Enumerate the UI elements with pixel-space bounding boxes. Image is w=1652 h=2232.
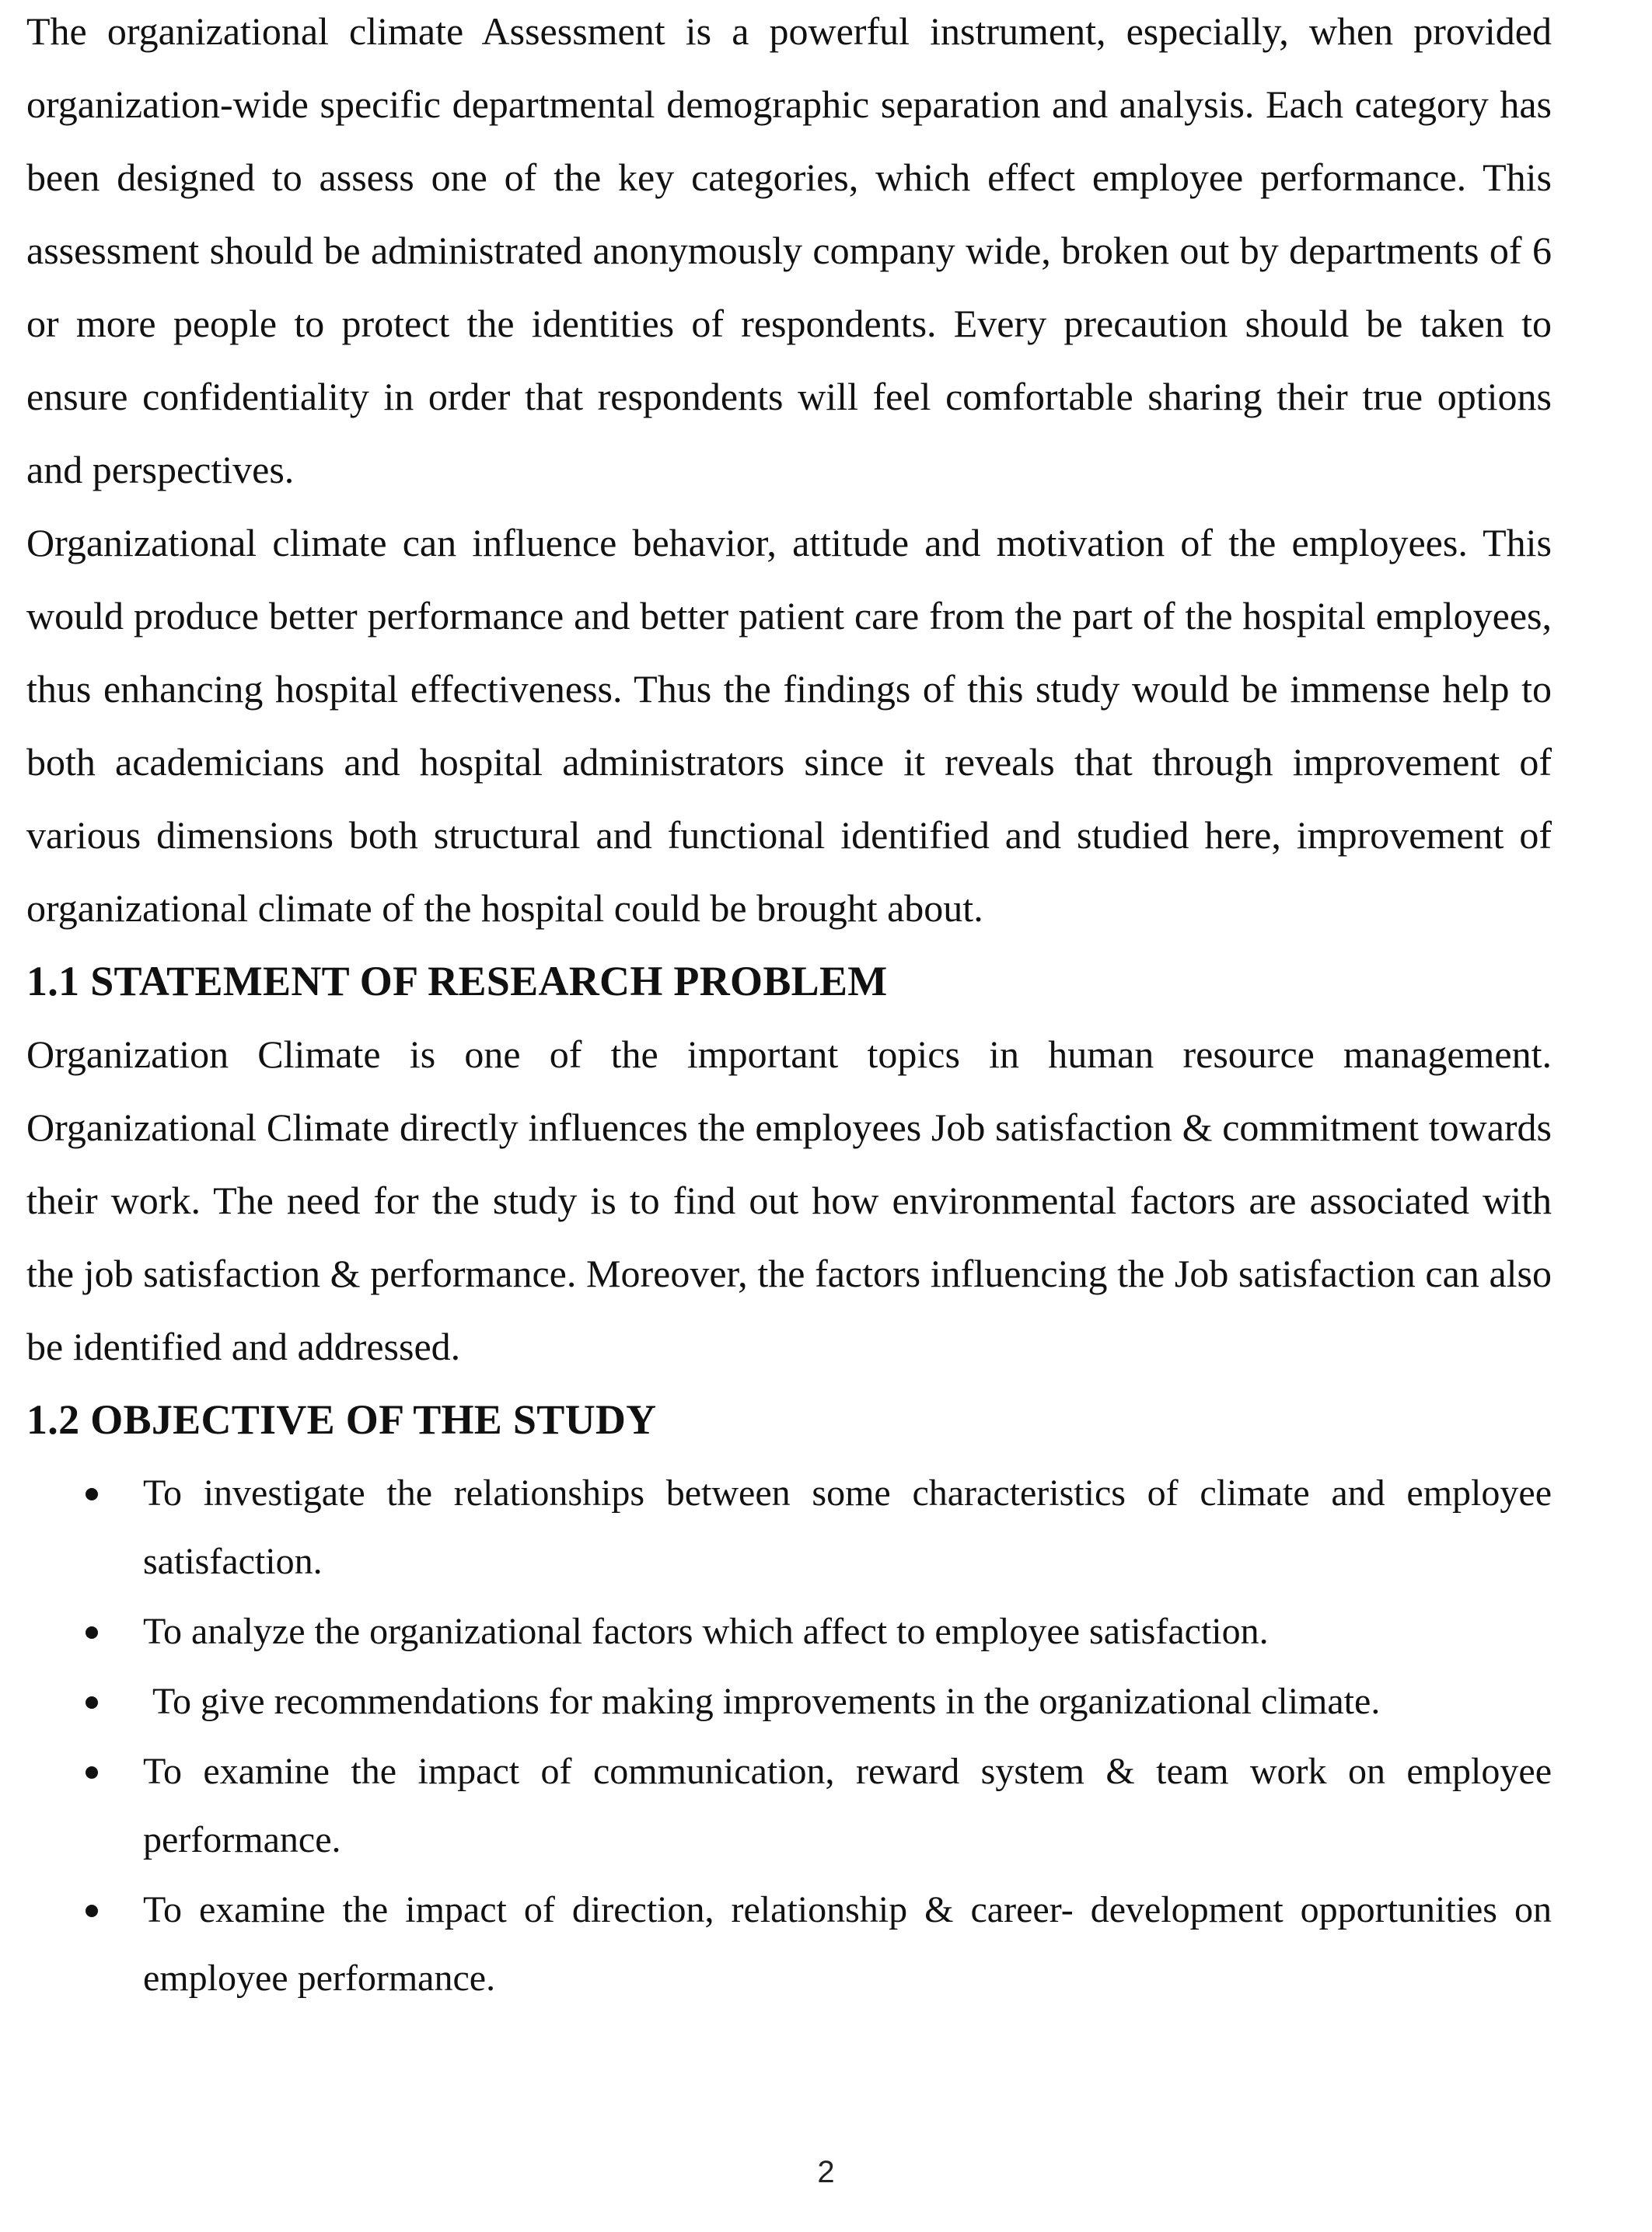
list-item [26, 1668, 1552, 1736]
research-problem-paragraph: Organization Climate is one of the important topics in human resource management. Organizational Climate directly influences the employees Job satisfaction & commitment towards their work. The need for the study is to find out how environmental factors are associated with the job satisfaction & performance. Moreover, the factors influencing the Job satisfaction can also be identified and addressed. [26, 1032, 1552, 1368]
document-page [26, 0, 1552, 2014]
list-item [26, 1598, 1552, 1666]
objective-text: To give recommendations for making improvements in the organizational climate. [143, 1681, 1381, 1722]
objective-text: To examine the impact of direction, relationship & career- development opportunities on employee performance. [143, 1889, 1552, 1999]
objective-text: To investigate the relationships between some characteristics of climate and employee satisfaction. [143, 1472, 1552, 1582]
objective-text: To analyze the organizational factors which affect to employee satisfaction. [143, 1611, 1269, 1652]
section-heading-research-problem: 1.1 STATEMENT OF RESEARCH PROBLEM [26, 958, 888, 1004]
bullet-icon [86, 1905, 98, 1917]
bullet-icon [86, 1696, 98, 1709]
objective-text: To examine the impact of communication, reward system & team work on employee performance. [143, 1751, 1552, 1860]
section-heading-objectives: 1.2 OBJECTIVE OF THE STUDY [26, 1396, 657, 1443]
intro-paragraph-1: The organizational climate Assessment is a powerful instrument, especially, when provided organization-wide specific departmental demographic separation and analysis. Each category has been designed to assess one of the key categories, which effect employee performance. This assessment should be administrated anonymously company wide, broken out by departments of 6 or more people to protect the identities of respondents. Every precaution should be taken to ensure confidentiality in order that respondents will feel comfortable sharing their true options and perspectives. [26, 9, 1552, 491]
bullet-icon [86, 1488, 98, 1500]
list-item [26, 1459, 1552, 1596]
intro-paragraph-2: Organizational climate can influence behavior, attitude and motivation of the employees. This would produce better performance and better patient care from the part of the hospital employees, thus enhancing hospital effectiveness. Thus the findings of this study would be immense help to both academicians and hospital administrators since it reveals that through improvement of various dimensions both structural and functional identified and studied here, improvement of organizational climate of the hospital could be brought about. [26, 521, 1552, 930]
list-item [26, 1738, 1552, 1874]
page-number: 2 [817, 2155, 835, 2189]
objectives-list [26, 1459, 1552, 2013]
bullet-icon [86, 1626, 98, 1639]
list-item [26, 1876, 1552, 2013]
bullet-icon [86, 1766, 98, 1779]
